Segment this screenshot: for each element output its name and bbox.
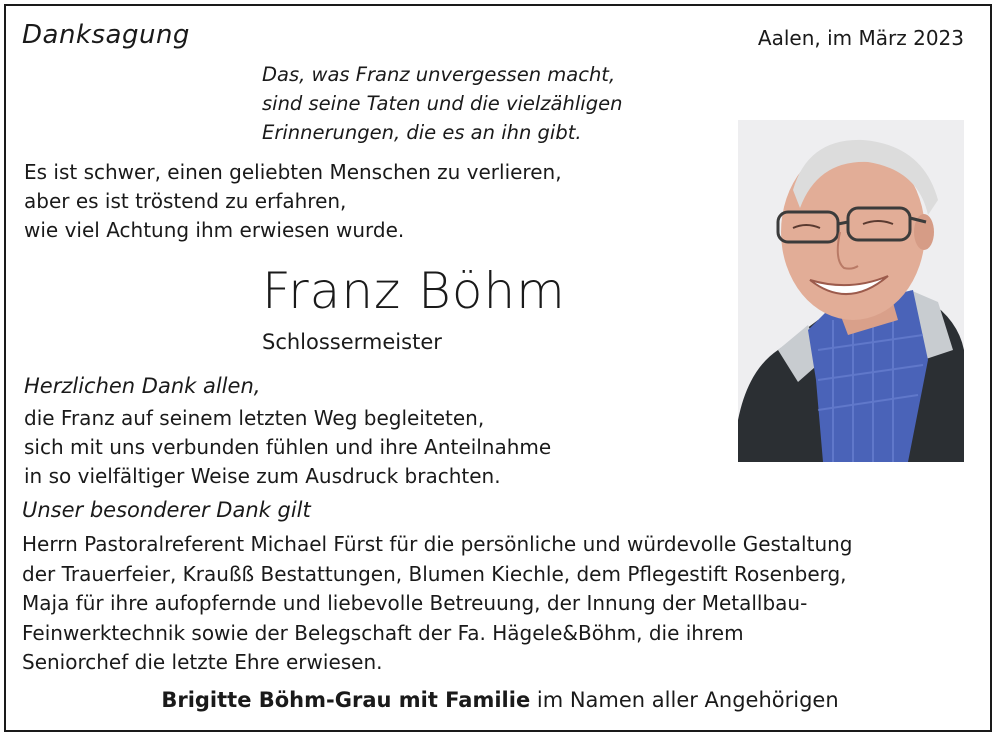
intro-line: wie viel Achtung ihm erwiesen wurde. [24,218,405,242]
special-thanks-text [22,530,853,678]
special-thanks-line: der Trauerfeier, Kraußß Bestattungen, Blumen Kiechle, dem Pflegestift Rosenberg, [22,561,847,586]
quote-line: Das, was Franz unvergessen macht, [262,63,616,86]
intro-text [24,158,562,245]
notice-heading: Danksagung [22,20,190,50]
thanks-text [24,404,551,491]
portrait-photo [738,120,964,462]
thanks-line: sich mit uns verbunden fühlen und ihre Anteilnahme [24,435,552,459]
thanks-line: die Franz auf seinem letzten Weg begleiteten, [24,406,485,430]
special-thanks-line: Seniorchef die letzte Ehre erwiesen. [22,650,383,674]
deceased-profession: Schlossermeister [262,330,442,354]
special-thanks-line: Maja für ihre aufopfernde und liebevolle Betreuung, der Innung der Metallbau- [22,591,808,615]
quote-line: Erinnerungen, die es an ihn gibt. [262,121,582,144]
portrait-icon [738,120,964,462]
special-thanks-heading: Unser besonderer Dank gilt [22,498,311,522]
quote-line: sind seine Taten und die vielzähligen [262,92,623,115]
thanks-heading: Herzlichen Dank allen, [24,374,261,398]
special-thanks-line: Feinwerktechnik sowie der Belegschaft der Fa. Hägele&Böhm, die ihrem [22,620,744,645]
memorial-quote [262,60,622,147]
signature-family: Brigitte Böhm-Grau mit Familie [161,688,531,712]
deceased-name: Franz Böhm [262,262,566,320]
thanks-line: in so vielfältiger Weise zum Ausdruck brachten. [24,464,501,488]
intro-line: aber es ist tröstend zu erfahren, [24,189,347,213]
intro-line: Es ist schwer, einen geliebten Menschen zu verlieren, [24,160,562,184]
special-thanks-line: Herrn Pastoralreferent Michael Fürst für die persönliche und würdevolle Gestaltung [22,532,853,556]
place-date: Aalen, im März 2023 [757,26,964,50]
signature-suffix: im Namen aller Angehörigen [530,688,839,712]
signature [0,688,1000,712]
